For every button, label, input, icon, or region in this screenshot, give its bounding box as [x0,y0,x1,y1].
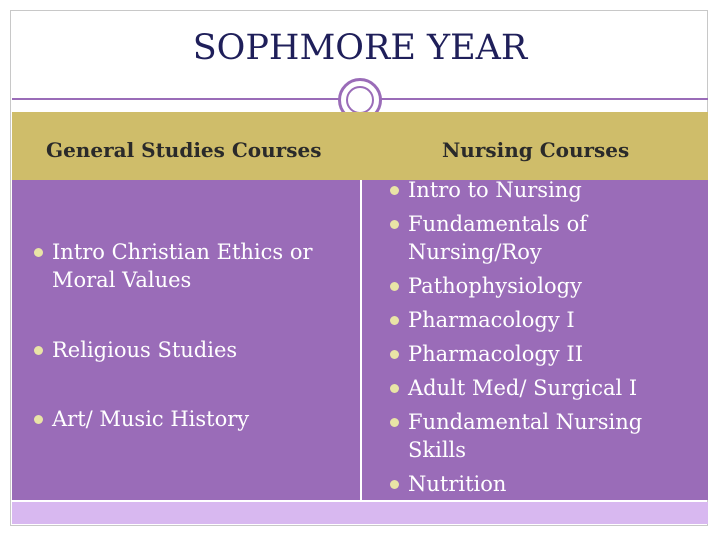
list-item-text: Art/ Music History [52,407,250,431]
list-item [384,306,704,334]
list-item-text: Pathophysiology [408,274,582,298]
circle-ornament-inner-icon [346,86,374,114]
list-item-text: Fundamental Nursing Skills [408,410,643,462]
list-item-text: Pharmacology I [408,308,575,332]
list-item [384,176,704,204]
bullet-icon [390,316,399,325]
general-studies-header: General Studies Courses [46,138,322,162]
bullet-icon [390,418,399,427]
bullet-icon [390,384,399,393]
bullet-icon [34,346,43,355]
list-item [384,210,704,266]
list-item-text: Nutrition [408,472,507,496]
bullet-icon [390,186,399,195]
bullet-icon [390,350,399,359]
table-footer-band [12,502,708,524]
list-item-text: Adult Med/ Surgical I [408,376,638,400]
list-item [28,238,358,294]
list-item-text: Fundamentals of Nursing/Roy [408,212,587,264]
bullet-icon [34,248,43,257]
slide-title: SOPHMORE YEAR [192,28,528,68]
list-item [28,405,358,433]
general-studies-list [28,238,358,433]
list-item [384,272,704,300]
list-item [28,336,358,364]
nursing-courses-list [384,176,704,504]
bullet-icon [390,480,399,489]
list-item [384,470,704,498]
column-divider [360,180,362,500]
list-item-text: Intro Christian Ethics or Moral Values [52,240,313,292]
bullet-icon [34,415,43,424]
bullet-icon [390,220,399,229]
list-item [384,408,704,464]
list-item-text: Religious Studies [52,338,238,362]
list-item [384,340,704,368]
list-item [384,374,704,402]
bullet-icon [390,282,399,291]
nursing-courses-header: Nursing Courses [442,138,630,162]
list-item-text: Intro to Nursing [408,178,582,202]
list-item-text: Pharmacology II [408,342,583,366]
